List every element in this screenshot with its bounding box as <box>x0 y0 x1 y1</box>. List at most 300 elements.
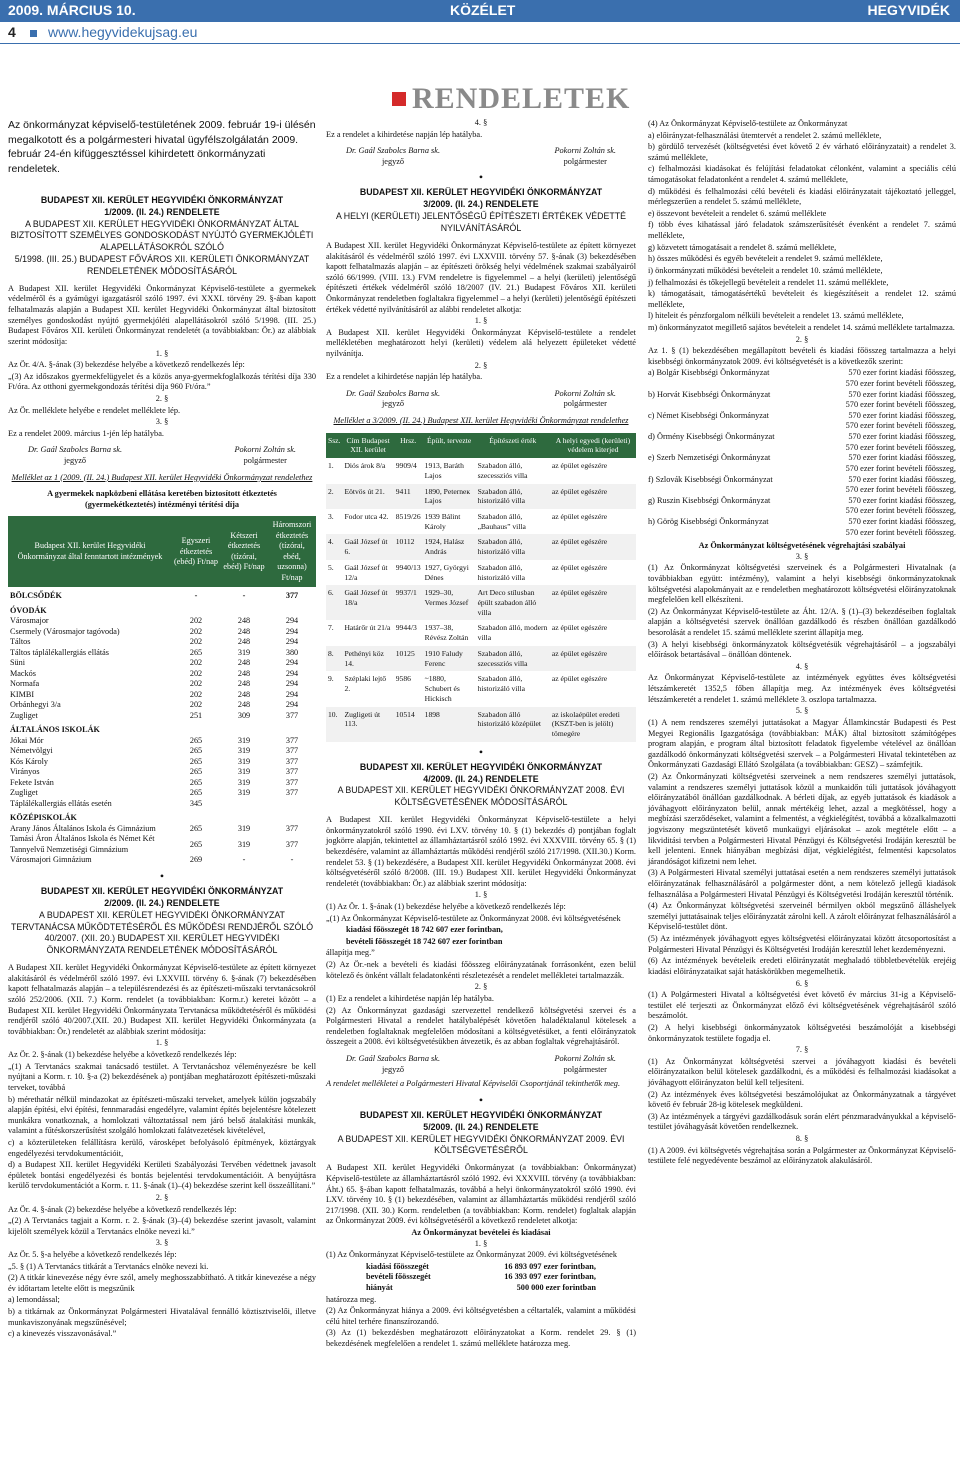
section-mark: 3. § <box>155 417 169 427</box>
table-cell: 1. <box>328 461 334 471</box>
table-cell: Szabadon álló, historizáló villa <box>476 484 550 509</box>
table-cell: az épület egészére <box>551 623 608 633</box>
table-cell: 7. <box>328 623 334 633</box>
table-header-row: Ssz. Cím Budapest XII. kerület Hrsz. Épült, tervezte Építészeti érték A helyi egyedi (kerületi) védelem kiterjed <box>326 433 636 458</box>
separator-dot: • <box>159 868 165 883</box>
amount-line: kiadási főösszegét 16 893 097 ezer forintban, <box>366 1261 596 1271</box>
institution-name: Jókai Mór <box>10 735 44 745</box>
list-item <box>648 453 956 464</box>
table-title: A gyermekek napközbeni ellátása keretében biztosított étkeztetés (gyermekétkeztetés) intézményi térítési díja <box>47 489 277 509</box>
paragraph: A Budapest XII. kerület Hegyvidéki Önkormányzat Képviselő-testülete a gyermekek védelméről és a gyámügyi igazgatásról szóló 1997. évi XXXI. törvény 29. §-ában kapott felhatalmazás alapján a Budapest XII. kerület Hegyvidéki Önkormányzat által biztosított személyes gondoskodást nyújtó gyermekjóléti alapellátásokról szóló 5/1998. (III. 25.) Budapest Főváros XII. kerületi Önkormányzat rendeletét (a továbbiakban: Ör.) az alábbiak szerint módosítja: <box>8 283 316 346</box>
subheading: Az Önkormányzat bevételei és kiadásai <box>411 1227 551 1237</box>
paragraph: A Budapest XII. kerület Hegyvidéki Önkormányzat Képviselő-testülete az épített környezet alakításáról és védelméről szóló 1997. évi LXXVIII. törvény 6. §-ának (7) bekezdésében kapott felhatalmazás alapján – a településrendezési és az építészeti-műszaki tervtanácsokról szóló 252/2006. (XII. 7.) Korm. rendelet (a továbbiakban: Korm.r.) keretei között – a Budapest XII. kerület Hegyvidéki Önkormányzata Tervtanácsa működtetéséről és működési rendjéről szóló 40/2007.(XII. 20.) Budapest XII. kerület Hegyvidéki Önkormányzata (a továbbiakban: Ör.) rendeletét az alábbiak szerint módosítja: <box>8 963 316 1036</box>
institution-name: ÁLTALÁNOS ISKOLÁK <box>10 725 100 735</box>
fee-value: 294 <box>285 626 299 636</box>
paragraph: (4) Az Önkormányzat költségvetési szerveinél bérmilyen okból megszűnő álláshelyek személyi juttatásainak teljes előirányzatát zárolni kell. A zárolt előirányzat felhasználásáról a Képviselő-testület dönt. <box>648 901 957 932</box>
list-item: j) felhalmozási és tőkejellegű bevételeit a rendelet 11. számú melléklete, <box>648 277 889 287</box>
fee-value: 319 <box>237 823 251 833</box>
amount-line: bevételi főösszegét 16 393 097 ezer forintban, <box>366 1272 596 1282</box>
minority-name: h) Görög Kisebbségi Önkormányzat <box>648 516 769 526</box>
square-bullet-icon <box>30 30 37 37</box>
section-mark: 3. § <box>795 551 809 561</box>
table-cell: Szabadon álló, szecessziós villa <box>476 646 550 671</box>
table-cell: Fodor utca 42. <box>344 512 389 521</box>
decree-subject: A BUDAPEST XII. KERÜLET HEGYVIDÉKI ÖNKORMÁNYZAT ÁLTAL BIZTOSÍTOTT SZEMÉLYES GONDOSKODÁST NYÚJTÓ GYERMEKJÓLÉTI ALAPELLÁTÁSOKRÓL SZÓLÓ <box>10 218 314 253</box>
revenue-total: 570 ezer forint bevételi főösszeg, <box>845 400 956 410</box>
section-heading: RENDELETEK <box>392 80 630 118</box>
paragraph: d) a Budapest XII. kerület Hegyvidéki Kerületi Szabályozási Tervében védettnek javasolt épületek bontási engedélyezési és bontás bejelentési tervdokumentációit. A benyújtásra kerülő tervdokumentációt a Korm. r. 11. §-ának (1)–(4) bekezdése szerint kell összeállítani.” <box>8 1160 316 1191</box>
paragraph: A Budapest XII. kerület Hegyvidéki Önkormányzat (a továbbiakban: Önkormányzat) Képviselő-testülete az államháztartásról szóló 1992. évi XXXVIII. törvény (a továbbiakban: Áht.) 65. §-ában kapott felhatalmazás, továbbá a helyi önkormányzatokról szóló 1990. évi LXV. törvény 10. § (1) bekezdésében, valamint az államháztartás működési rendjéről szóló 217/1998. (XII. 30.) Korm. rendeletben (a továbbiakban: Korm. rendelet) foglaltak alapján az Önkormányzat 2009. évi költségvetéséről a következő rendeletet alkotja: <box>326 1163 636 1226</box>
decree-issuer: BUDAPEST XII. KERÜLET HEGYVIDÉKI ÖNKORMÁNYZAT <box>359 761 603 772</box>
section-mark: 2. § <box>474 982 488 992</box>
table-cell: az épület egészére <box>551 674 608 684</box>
institution-name: Városmajori Gimnázium <box>10 855 92 865</box>
protected-buildings-table <box>326 433 636 742</box>
paragraph: „(3) Az időszakos gyermekfelügyelet és a közös anya-gyermekfoglalkozás térítési díja 330 Ft/óra. Az otthoni gyermekgondozás térítési díja 960 Ft/óra.” <box>8 371 316 392</box>
table-cell: az épület egészére <box>551 461 608 471</box>
paragraph: (2) A helyi kisebbségi önkormányzatok költségvetési beszámolóját a kisebbségi önkormányzatok testülete fogadja el. <box>648 1022 956 1043</box>
fee-value: 251 <box>189 710 203 720</box>
decree-number: 3/2009. (II. 24.) RENDELETE <box>423 199 539 210</box>
section-mark: 2. § <box>155 393 169 403</box>
paragraph: (3) A Polgármesteri Hivatal személyi juttatásai esetén a nem rendszeres személyi juttatások előirányzatának felhasználásáról a polgármester dönt, a nem kötelező jellegű kiadások felhasználása a Polgármesteri Hivatal Pénzügyi és Költségvetési Irodáján keresztül történik. <box>648 868 956 899</box>
paragraph: c) a kinevezés visszavonásával.” <box>8 1329 117 1339</box>
institution-name: Táltos táplálékallergiás ellátás <box>10 647 109 657</box>
red-square-icon <box>392 92 406 106</box>
table-cell: az épület egészére <box>550 484 636 509</box>
table-cell: Gaál József út 18/a <box>342 585 393 620</box>
institution-name: Orbánhegyi 3/a <box>10 700 61 710</box>
signatures: Dr. Gaál Szabolcs Barna sk. jegyző Pokorni Zoltán sk. polgármester <box>28 445 296 466</box>
table-cell: 1937–38, Révész Zoltán <box>424 623 469 643</box>
fee-value <box>220 602 268 617</box>
list-item <box>648 432 956 443</box>
expense-total: 570 ezer forint kiadási főösszeg, <box>848 389 956 399</box>
section-mark: 5. § <box>795 706 809 716</box>
table-row <box>8 679 316 690</box>
table-cell: 9586 <box>395 674 411 684</box>
table-cell: az épület egészére <box>551 512 608 521</box>
table-row <box>8 736 316 747</box>
fee-value: 294 <box>285 679 299 689</box>
table-row <box>8 627 316 638</box>
table-row <box>8 809 316 824</box>
paragraph: bevételi főösszegét 18 742 607 ezer forintban <box>346 936 503 946</box>
table-row <box>8 834 316 855</box>
table-cell: Pethényi köz 14. <box>342 646 393 671</box>
table-row <box>326 707 636 742</box>
fee-value: 265 <box>189 788 203 798</box>
table-cell: az iskolaépület eredeti (KSZT-ben is jelölt) tömegére <box>550 707 636 742</box>
list-item <box>648 411 956 422</box>
table-cell: 8519/26 <box>395 512 421 521</box>
table-row <box>8 855 316 866</box>
decree-issuer: BUDAPEST XII. KERÜLET HEGYVIDÉKI ÖNKORMÁNYZAT <box>359 1109 603 1120</box>
expense-total: 570 ezer forint kiadási főösszeg, <box>848 368 956 378</box>
table-row <box>326 509 636 534</box>
list-item: l) hiteleit és pénzforgalom nélküli bevételeit a rendelet 13. számú melléklete, <box>648 311 904 321</box>
fee-value: 248 <box>237 689 251 699</box>
fee-value: 380 <box>285 647 299 657</box>
institution-name: Városmajor <box>10 616 49 626</box>
section-mark: 1. § <box>474 1238 488 1248</box>
paragraph: határozza meg. <box>326 1294 377 1304</box>
column-1 <box>8 118 316 1341</box>
paragraph: (2) Az Önkormányzat hiánya a 2009. évi költségvetésben a céltartalék, valamint a működési célú hitel terhére finanszírozandó. <box>326 1306 636 1326</box>
fee-value: 294 <box>285 616 299 626</box>
paragraph: (2) Az Önkormányzat Képviselő-testülete az Áht. 12/A. § (1)–(3) bekezdéseiben foglaltak alapján a költségvetési szervek önállóan gazdálkodó és részben önállóan gazdálkodó besorolását a rendelet 15. számú melléklete szerint állapítja meg. <box>648 606 956 638</box>
paragraph: (2) Az intézmények éves költségvetési beszámolójukat az Önkormányzatnak a tárgyévet követő év február 28-ig kötelesek megküldeni. <box>648 1089 956 1110</box>
sub-bar <box>0 22 960 44</box>
table-cell: 9937/1 <box>394 585 423 620</box>
list-item <box>648 475 956 486</box>
paragraph: „(1) Az Önkormányzat Képviselő-testülete az Önkormányzat 2008. évi költségvetésének <box>326 913 621 923</box>
fee-table <box>8 516 316 866</box>
minority-name: a) Bolgár Kisebbségi Önkormányzat <box>648 368 770 378</box>
expense-total: 570 ezer forint kiadási főösszeg, <box>848 453 956 463</box>
separator-dot: • <box>478 1092 484 1107</box>
table-cell: 1939 Bálint Károly <box>424 512 461 531</box>
list-item <box>648 368 956 379</box>
fee-value: 345 <box>189 798 203 808</box>
institution-name: Kós Károly <box>10 756 48 766</box>
table-cell: 9909/4 <box>395 461 417 471</box>
table-row <box>326 560 636 585</box>
table-cell: Szabadon álló historizáló középület <box>476 707 550 742</box>
revenue-total: 570 ezer forint bevételi főösszeg, <box>845 463 956 473</box>
fee-value: 265 <box>189 839 203 849</box>
fee-value: 202 <box>189 616 203 626</box>
fee-value <box>268 799 316 810</box>
paragraph: Az Ör. melléklete helyébe e rendelet melléklete lép. <box>8 405 181 415</box>
website-link[interactable]: www.hegyvidekujsag.eu <box>48 24 198 40</box>
table-row <box>8 721 316 736</box>
expense-total: 570 ezer forint kiadási főösszeg, <box>848 516 956 526</box>
fee-value: 319 <box>237 735 251 745</box>
table-row <box>8 799 316 810</box>
section-mark: 2. § <box>474 360 488 370</box>
fee-value: 377 <box>285 591 299 601</box>
section-mark: 1. § <box>474 316 488 326</box>
fee-value: 319 <box>237 788 251 798</box>
minority-name: d) Örmény Kisebbségi Önkormányzat <box>648 432 775 442</box>
institution-name: KIMBI <box>10 689 35 699</box>
section-mark: 4. § <box>474 118 488 127</box>
fee-value: 265 <box>189 746 203 756</box>
list-item: b) gördülő tervezését (költségvetési évet követő 2 év várható előirányzatait) a rendelet 3. számú melléklete, <box>648 142 956 162</box>
amount-line: hiányát 500 000 ezer forintban <box>366 1282 596 1292</box>
table-cell: Szabadon álló, szecessziós villa <box>477 461 528 480</box>
table-cell: az épület egészére <box>550 534 636 559</box>
table-cell: Diós árok 8/a <box>344 461 386 471</box>
table-cell: ~1880, Schubert és Hickisch <box>424 674 460 703</box>
fee-value: 248 <box>237 700 251 710</box>
paragraph: „5. § (1) A Tervtanács titkárát a Tervtanács elnöke nevezi ki. <box>8 1261 209 1271</box>
institution-name: Fekete István <box>10 777 54 787</box>
table-row <box>8 711 316 722</box>
fee-value: 319 <box>237 839 251 849</box>
minority-name: f) Szlovák Kisebbségi Önkormányzat <box>648 474 773 484</box>
table-cell: az épület egészére <box>550 585 636 620</box>
decree-subject: A BUDAPEST XII. KERÜLET HEGYVIDÉKI ÖNKORMÁNYZAT 2009. ÉVI KÖLTSÉGVETÉSÉRŐL <box>337 1133 625 1156</box>
table-row <box>326 646 636 671</box>
table-cell: Eötvös út 21. <box>342 484 393 509</box>
annex-caption: Melléklet a 3/2009. (II. 24.) Budapest XII. kerület Hegyvidéki Önkormányzat rendelethez <box>333 416 629 426</box>
fee-value: 319 <box>237 746 251 756</box>
paragraph: Az Önkormányzat Képviselő-testülete az intézmények együttes éves költségvetési létszámkeretét 1352,5 főben állapítja meg. Az intézmények éves költségvetési létszámkeretét a rendelet 1. számú melléklete 3. oszlopa tartalmazza. <box>648 673 956 704</box>
paragraph: (3) Az (1) bekezdésben meghatározott előirányzatokat a Korm. rendelet 29. § (1) bekezdésének megfelelően a rendelet 1. számú melléklete határozza meg. <box>326 1328 636 1349</box>
section-mark: 3. § <box>155 1238 169 1248</box>
institution-name: Normafa <box>10 679 40 689</box>
table-row <box>326 620 636 645</box>
fee-value: 202 <box>189 679 203 689</box>
table-cell: 5. <box>328 562 334 572</box>
fee-value <box>172 721 220 736</box>
fee-value: 377 <box>285 767 299 777</box>
fee-value: 202 <box>189 689 203 699</box>
fee-value: 265 <box>189 767 203 777</box>
institution-name: BÖLCSŐDÉK <box>10 591 62 601</box>
institution-name: Táplálékallergiás ellátás esetén <box>10 798 112 808</box>
table-row <box>8 824 316 835</box>
list-item: f) több éves kihatással járó feladatok számszerűsítését évenként a rendelet 7. számú melléklete, <box>648 220 956 241</box>
table-cell: Zugligeti út 113. <box>342 707 393 742</box>
section-mark: 1. § <box>155 1038 169 1048</box>
fee-value: 309 <box>237 710 251 720</box>
fee-value: 202 <box>189 637 203 647</box>
table-row <box>8 658 316 669</box>
institution-name: Virányos <box>10 767 40 777</box>
section-mark: 4. § <box>795 661 809 671</box>
fee-value: 248 <box>237 626 251 636</box>
paragraph: (1) Az Önkormányzat költségvetési szervei a jóváhagyott kiadási és bevételi előirányzataikon belül kötelesek gazdálkodni, és a működési és felhalmozási kiadásokat a jóváhagyott előirányzaton belül kell teljesíteni. <box>648 1056 956 1088</box>
paragraph: (6) Az intézmények bevételeik eredeti előirányzatát meghaladó többletbevételük erejéig kiadási előirányzataikat saját hatáskörükben megemelhetik. <box>648 956 956 976</box>
decree-subject-2: 5/1998. (III. 25.) BUDAPEST FŐVÁROS XII. KERÜLETI ÖNKORMÁNYZAT RENDELETÉNEK MÓDOSÍTÁSÁRÓL <box>14 254 310 276</box>
list-item: a) előirányzat-felhasználási ütemtervét a rendelet 2. számú melléklete, <box>648 130 882 140</box>
fee-value: 319 <box>237 756 251 766</box>
table-cell: 10125 <box>394 646 423 671</box>
institution-name: Süni <box>10 658 26 668</box>
table-cell: 1898 <box>423 707 476 742</box>
table-cell: Art Deco stílusban épült szabadon álló villa <box>476 585 550 620</box>
revenue-total: 570 ezer forint bevételi főösszeg, <box>845 485 956 495</box>
table-cell: 2. <box>326 484 342 509</box>
revenue-total: 570 ezer forint bevételi főösszeg, <box>845 442 956 452</box>
paragraph: (3) A helyi kisebbségi önkormányzatok költségvetésük végrehajtásáról – a jogszabályi előírások betartásával – önállóan döntenek. <box>648 639 956 660</box>
paragraph: c) a közterületeken felállításra kerülő, városképet befolyásoló építmények, köztárgyak engedélyezési tervdokumentációit, <box>8 1137 316 1158</box>
fee-value: 377 <box>285 788 299 798</box>
fee-value: 265 <box>189 756 203 766</box>
fee-value: 248 <box>237 668 251 678</box>
fee-value: 202 <box>189 668 203 678</box>
paragraph: Az Ör. 5. §-a helyébe a következő rendelkezés lép: <box>8 1250 177 1260</box>
paragraph: „(1) A Tervtanács szakmai tanácsadó testület. A Tervtanácshoz véleményezésre be kell nyújtani a Korm. r. 10. §-a (2) bekezdésének a) pontjában meghatározott építészeti-műszaki terveket, továbbá <box>8 1061 316 1092</box>
table-row <box>8 602 316 617</box>
fee-value: 294 <box>285 637 299 647</box>
table-cell: az épület egészére <box>550 646 636 671</box>
table-row <box>8 669 316 680</box>
table-cell: az épület egészére <box>551 562 608 572</box>
institution-name: KÖZÉPISKOLÁK <box>10 813 77 823</box>
paragraph: (5) Az intézmények jóváhagyott egyes költségvetési előirányzatai között átcsoportosítást a Polgármesteri Hivatal Pénzügyi és Költségvetési Irodáján keresztül lehet kezdeményezni. <box>648 934 956 954</box>
paragraph: Az Ör. 4. §-ának (2) bekezdése helyébe a következő rendelkezés lép: <box>8 1204 237 1214</box>
decree-number: 2/2009. (II. 24.) RENDELETE <box>104 897 220 908</box>
revenue-total: 570 ezer forint bevételi főösszeg, <box>845 421 956 431</box>
paragraph: (2) A titkár kinevezése négy évre szól, amely meghosszabbítható. A titkár kinevezése a négy év időtartam letelte előtt is megszűnik <box>8 1273 316 1293</box>
paragraph: (1) A Polgármesteri Hivatal a költségvetési évet követő év március 31-ig a Képviselő-testület elé terjeszti az Önkormányzat előző évi költségvetésének végrehajtásáról szóló beszámolót. <box>648 990 956 1021</box>
table-row <box>326 534 636 559</box>
column-2 <box>326 118 636 1351</box>
fee-value: 265 <box>189 647 203 657</box>
decree-issuer: BUDAPEST XII. KERÜLET HEGYVIDÉKI ÖNKORMÁNYZAT <box>359 187 603 198</box>
subheading: Az Önkormányzat költségvetésének végrehajtási szabályai <box>698 541 906 551</box>
table-cell: 6. <box>326 585 342 620</box>
list-item: d) működési és felhalmozási célú bevételi és kiadási előirányzatait tájékoztató jelleggel, mérlegszerűen a rendelet 5. számú melléklete, <box>648 186 956 207</box>
section-mark: 1. § <box>474 890 488 900</box>
list-item: e) összevont bevételeit a rendelet 6. számú melléklete <box>648 208 827 218</box>
table-cell: Szabadon álló, modern villa <box>477 623 548 643</box>
paragraph: (1) A 2009. évi költségvetés végrehajtása során a Polgármester az Önkormányzat Képviselő-testülete felé negyedévente beszámol az előirányzatok alakulásáról. <box>648 1145 956 1166</box>
table-cell: Széplaki lejtő 2. <box>344 674 386 694</box>
fee-value: 377 <box>285 777 299 787</box>
table-row <box>8 757 316 768</box>
paragraph: Az Ör. 2. §-ának (1) bekezdése helyébe a következő rendelkezés lép: <box>8 1050 237 1060</box>
minority-name: e) Szerb Nemzetiségi Önkormányzat <box>648 453 771 463</box>
page-number: 4 <box>8 24 16 40</box>
table-cell: Szabadon álló, historizáló villa <box>477 674 526 694</box>
institution-name: Mackós <box>10 668 36 678</box>
minority-name: g) Ruszin Kisebbségi Önkormányzat <box>648 495 771 505</box>
fee-value: 265 <box>189 823 203 833</box>
fee-value <box>172 809 220 824</box>
list-item <box>648 390 956 401</box>
section-mark: 8. § <box>795 1134 809 1144</box>
paragraph: (2) Az Önkormányzati költségvetési szerveinek a nem rendszeres személyi juttatások, valamint a rendszeres személyi juttatások közül a munkaidőn túli juttatások jóváhagyott előirányzatából önállóan gazdálkodnak. A bérleti díjak, az egyéb juttatások és kiadások a jóváhagyott előirányzaton belül, annak mértékéig lehet, azzal a megkötéssel, hogy a megbízási szerződéseket, valamint a felmentést, a végkielégítést, továbbá a közalkalmazotti jogviszony megszüntetését követő munkaügyi eljárásokat – azok megtétele előtt – a likviditási tervben a Polgármesteri Hivatal Pénzügyi és Költségvetési Irodáján keresztül be kell jelenteni. Ennek hiányában megbízási díjat, végkielégítést, felmentési kapcsolatos járandóságot kifizetni nem lehet. <box>648 771 956 866</box>
table-cell: 10514 <box>394 707 423 742</box>
table-cell: Szabadon álló, historizáló villa <box>477 562 526 582</box>
table-cell: 1927, Györgyi Dénes <box>424 562 469 582</box>
separator-dot: • <box>478 170 484 185</box>
table-cell: 9. <box>328 674 334 684</box>
table-row <box>8 587 316 602</box>
paragraph: (1) Az Önkormányzat költségvetési szerveinek és a Polgármesteri Hivatalnak (a továbbiakban együtt: intézmény), valamint a helyi kisebbségi önkormányzatoknak költségvetési alapokmányait az e rendeletben meghatározott költségvetési előirányzatoknak megfelelően kell elkészíteni. <box>648 563 956 605</box>
paragraph: (1) Az Ör. 1. §-ának (1) bekezdése helyébe a következő rendelkezés lép: <box>326 902 566 912</box>
institution-name: Tamási Áron Általános Iskola és Német Két Tannyelvű Nemzetiségi Gimnázium <box>10 834 155 854</box>
fee-value: - <box>194 591 198 601</box>
section-mark: 2. § <box>795 334 809 344</box>
table-row <box>8 700 316 711</box>
paragraph: A Budapest XII. kerület Hegyvidéki Önkormányzat Képviselő-testülete a rendelet mellékletében meghatározott helyi (kerületi) védelem alá helyezett épületeket védetté nyilvánítja. <box>326 327 636 359</box>
table-cell: 8. <box>326 646 342 671</box>
table-row <box>8 637 316 648</box>
table-cell: 1910 Faludy Ferenc <box>423 646 476 671</box>
revenue-total: 570 ezer forint bevételi főösszeg. <box>845 527 956 537</box>
list-item: g) közvetett támogatásait a rendelet 8. számú melléklete, <box>648 242 837 252</box>
table-cell: 9940/13 <box>395 562 421 572</box>
paragraph: Ez a rendelet a kihirdetése napján lép hatályba. <box>326 372 483 382</box>
institution-name: Csermely (Városmajor tagóvoda) <box>10 626 120 636</box>
section-mark: 6. § <box>795 978 809 988</box>
separator-dot: • <box>478 744 484 759</box>
fee-value: 377 <box>285 823 299 833</box>
institution-name: Arany János Általános Iskola és Gimnázium <box>10 823 156 833</box>
paragraph: (4) Az Önkormányzat Képviselő-testülete az Önkormányzat <box>648 119 848 128</box>
table-row <box>8 616 316 627</box>
expense-total: 570 ezer forint kiadási főösszeg, <box>848 474 956 484</box>
table-cell: 1913, Baráth Lajos <box>424 461 464 480</box>
institution-name: Táltos <box>10 637 31 647</box>
fee-value <box>172 602 220 617</box>
signatures: Dr. Gaál Szabolcs Barna sk. jegyző Pokorni Zoltán sk. polgármester <box>346 388 616 409</box>
issue-date: 2009. MÁRCIUS 10. <box>8 2 136 18</box>
paragraph: (1) A nem rendszeres személyi juttatásokat a Magyar Államkincstár Budapesti és Pest Megyei Regionális Igazgatósága (továbbiakban: MÁK) által biztosított számítógépes program alapján, e program által biztosított feladatok figyelembe vételével az önállóan gazdálkodó önkormányzati költségvetési szervek – a Polgármesteri Hivatal tekintetében az Önkormányzati Gazdasági Ellátó Szolgálata (a továbbiakban: GESZ) – számfejtik. <box>648 717 956 770</box>
table-cell: Szabadon álló, historizáló villa <box>476 534 550 559</box>
fee-value: 248 <box>237 679 251 689</box>
fee-value: - <box>242 591 246 601</box>
paragraph: kiadási főösszegét 18 742 607 ezer forintban, <box>346 925 503 935</box>
fee-value: 248 <box>237 637 251 647</box>
fee-value: 319 <box>237 777 251 787</box>
paragraph: a) lemondással; <box>8 1295 60 1305</box>
paragraph: Az Ör. 4/A. §-ának (3) bekezdése helyébe a következő rendelkezés lép: <box>8 360 245 370</box>
brand-name: HEGYVIDÉK <box>867 2 950 18</box>
decree-number: 4/2009. (II. 24.) RENDELETE <box>423 773 539 784</box>
table-cell: 10. <box>326 707 342 742</box>
table-cell: Gaál József út 12/a <box>344 562 388 582</box>
paragraph: (2) Az Ör.-nek a bevételi és kiadási főösszeg előirányzatának forrásonként, ezen belül kötelező és önként vállalt feladatonkénti részletezését a rendelet mellékletei tartalmazzák. <box>326 960 636 980</box>
fee-value: 265 <box>189 777 203 787</box>
list-item: h) összes működési és egyéb bevételeit a rendelet 9. számú melléklete, <box>648 254 883 264</box>
decree-subject: A BUDAPEST XII. KERÜLET HEGYVIDÉKI ÖNKORMÁNYZAT TERVTANÁCSA MŰKÖDTETÉSÉRŐL ÉS MŰKÖDÉSI RENDJÉRŐL SZÓLÓ 40/2007. (XII. 20.) BUDAPEST XII. KERÜLET HEGYVIDÉKI ÖNKORMÁNYZATA RENDELETÉNEK MÓDOSÍTÁSÁRÓL <box>10 909 314 956</box>
paragraph: Ez a rendelet 2009. március 1-jén lép hatályba. <box>8 428 164 438</box>
paragraph: b) a titkárnak az Önkormányzat Polgármesteri Hivatalával fennálló köztisztviselői, illetve munkaviszonyának megszűnésével; <box>8 1307 316 1327</box>
expense-total: 570 ezer forint kiadási főösszeg, <box>848 410 956 420</box>
paragraph: b) mérethatár nélkül mindazokat az építészeti-műszaki terveket, amelyek külön jogszabály alapján építési, elvi építési, fennmaradási engedélyre, valamint építés bejelentésre kötelezett munkákra vonatkoznak, a homlokzati változtatással nem járó belső átalakítási munkák, valamint a fűtéskorszerűsítést szolgáló homlokzati falátvezetések kivételével, <box>8 1094 316 1136</box>
fee-value: 294 <box>285 700 299 710</box>
list-item: m) önkormányzatot megillető sajátos bevételeit a rendelet 14. számú melléklete tartalmazza. <box>648 322 955 332</box>
fee-value: 248 <box>237 616 251 626</box>
institution-name: Németvölgyi <box>10 746 53 756</box>
table-cell: 3. <box>328 512 334 521</box>
table-row <box>8 690 316 701</box>
minority-name: b) Horvát Kisebbségi Önkormányzat <box>648 389 771 399</box>
table-cell: 9411 <box>394 484 423 509</box>
fee-value <box>268 721 316 736</box>
paragraph: „(2) A Tervtanács tagjait a Korm. r. 2. §-ának (3)–(4) bekezdése szerint javasolt, valamint kijelölt személyek közül a Tervtanács elnöke nevezi ki.” <box>8 1216 316 1236</box>
table-header-row: Budapest XII. kerület Hegyvidéki Önkormányzat által fenntartott intézmények Egyszeri étkeztetés (ebéd) Ft/nap Kétszeri étkeztetés (tízórai, ebéd) Ft/nap Háromszori étkeztetés (tízórai, ebéd, uzsonna) Ft/nap <box>8 516 316 587</box>
list-item: k) támogatásait, támogatásértékű bevételeit és kiegészítéseit a rendelet 12. számú melléklete, <box>648 289 956 309</box>
decree-issuer: BUDAPEST XII. KERÜLET HEGYVIDÉKI ÖNKORMÁNYZAT <box>40 194 284 205</box>
table-row <box>8 767 316 778</box>
fee-value: - <box>242 855 246 865</box>
signatures: Dr. Gaál Szabolcs Barna sk. jegyző Pokorni Zoltán sk. polgármester <box>346 1053 616 1074</box>
fee-value: 319 <box>237 647 251 657</box>
revenue-total: 570 ezer forint bevételi főösszeg, <box>845 379 956 389</box>
table-cell: 1929–30, Vermes József <box>423 585 476 620</box>
signatures: Dr. Gaál Szabolcs Barna sk. jegyző Pokorni Zoltán sk. polgármester <box>346 146 616 166</box>
expense-total: 570 ezer forint kiadási főösszeg, <box>848 495 956 505</box>
paragraph: Ez a rendelet a kihirdetése napján lép hatályba. <box>326 129 483 139</box>
fee-value: 377 <box>285 746 299 756</box>
annex-caption: Melléklet az 1 (2009. (II. 24.) Budapest XII. kerület Hegyvidéki Önkormányzat rendelethez <box>11 472 313 482</box>
fee-value: 202 <box>189 658 203 668</box>
table-cell: 9944/3 <box>395 623 417 633</box>
paragraph: Az 1. § (1) bekezdésében megállapított bevételi és kiadási főösszeg tartalmazza a helyi kisebbségi önkormányzatok 2009. évi költségvetését is a következők szerint: <box>648 346 956 366</box>
fee-value: 294 <box>285 668 299 678</box>
decree-issuer: BUDAPEST XII. KERÜLET HEGYVIDÉKI ÖNKORMÁNYZAT <box>40 885 284 896</box>
table-row <box>8 778 316 789</box>
fee-value: - <box>290 855 294 865</box>
